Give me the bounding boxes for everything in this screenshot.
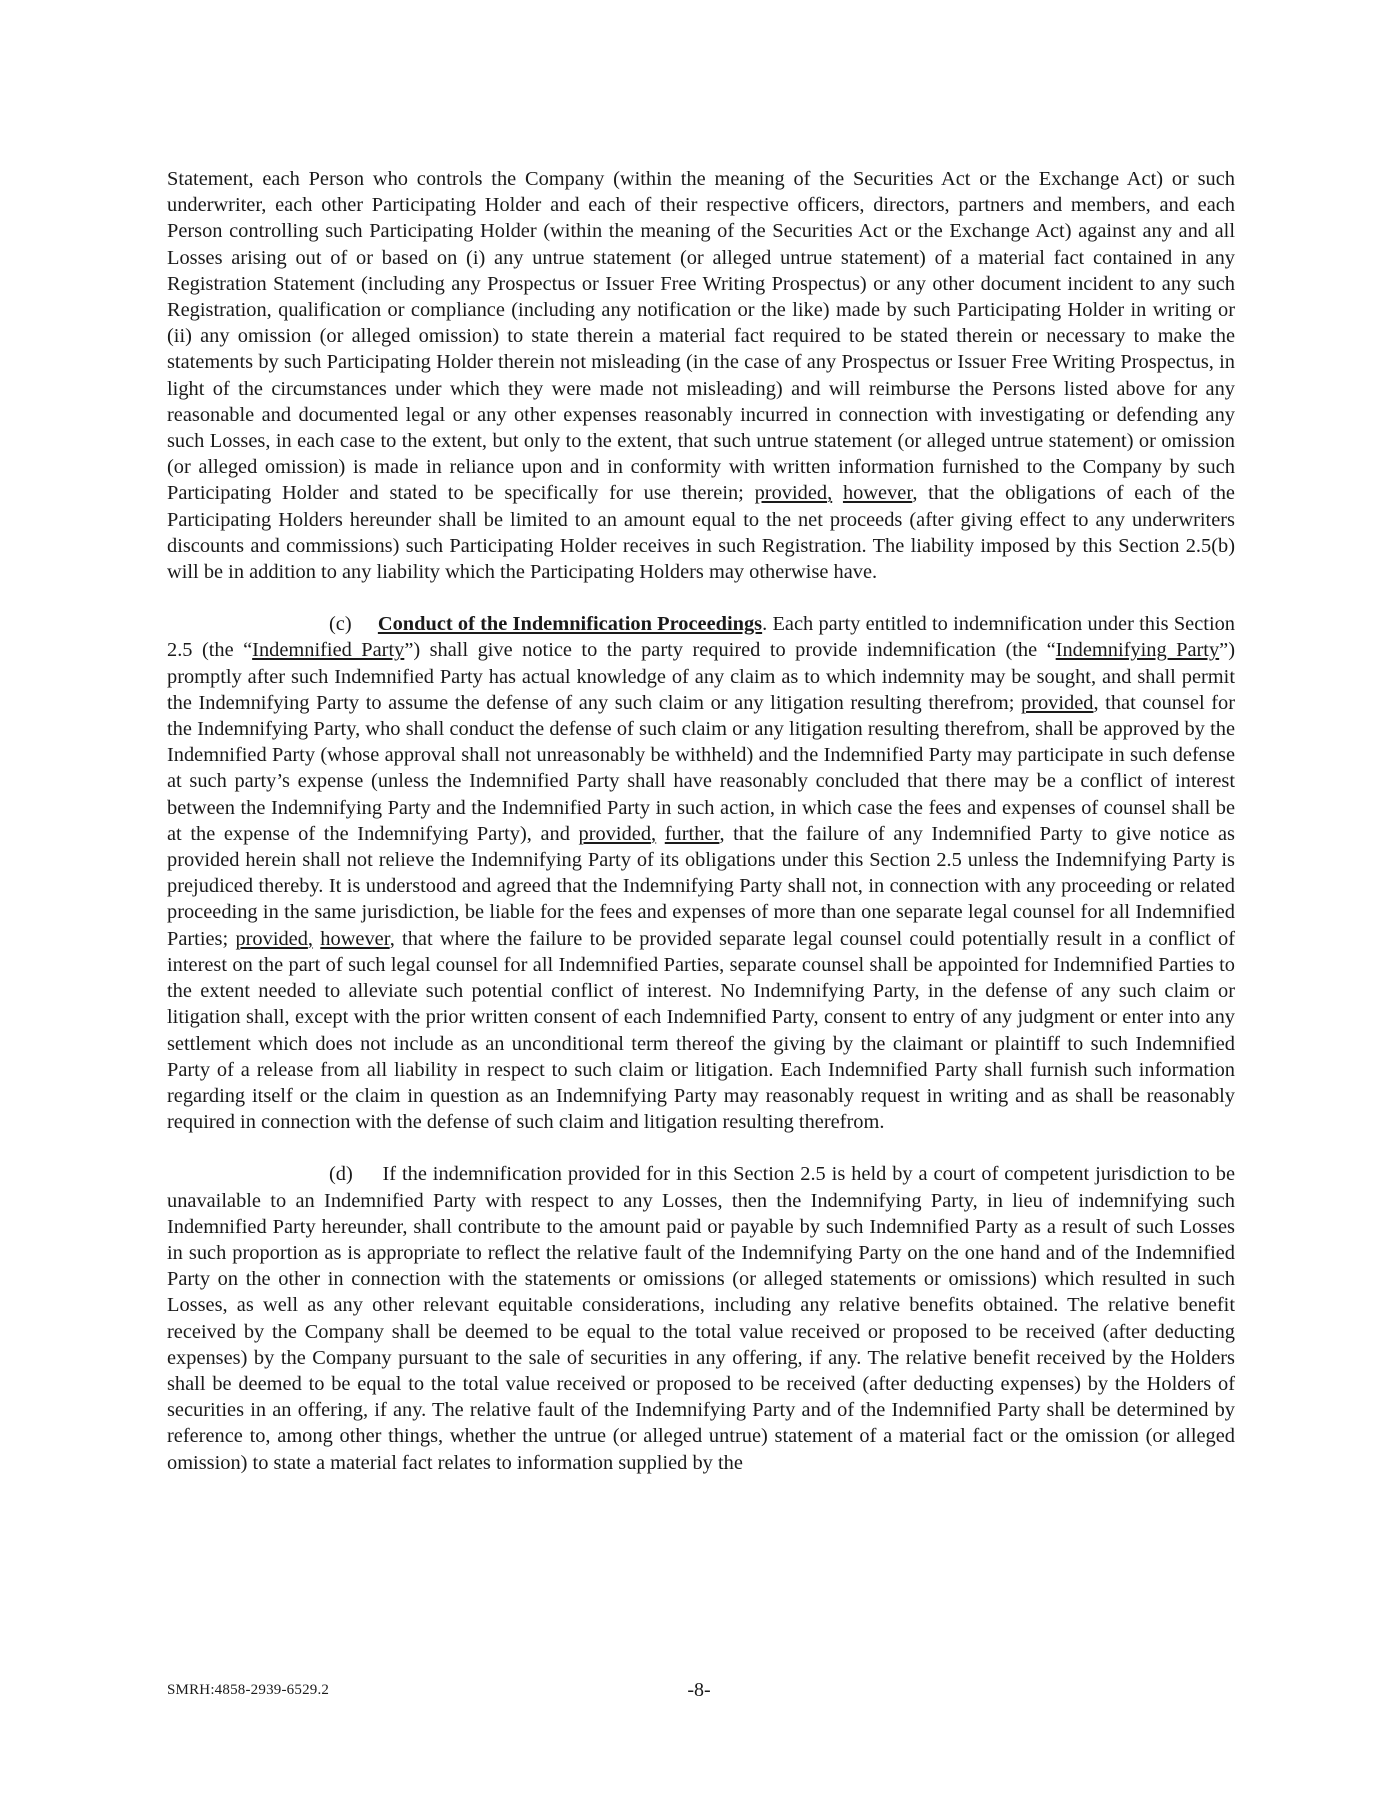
paragraph-c: (c) Conduct of the Indemnification Proceedings. Each party entitled to indemnification under this Section 2.5 (the “Indemnified Party”) shall give notice to the party required to provide indemnification (the “Indemnifying Party”) promptly after such Indemnified Party has actual knowledge of any claim as to which indemnity may be sought, and shall permit the Indemnifying Party to assume the defense of any such claim or any litigation resulting therefrom; provided, that counsel for the Indemnifying Party, who shall conduct the defense of such claim or any litigation resulting therefrom, shall be approved by the Indemnified Party (whose approval shall not unreasonably be withheld) and the Indemnified Party may participate in such defense at such party’s expense (unless the Indemnified Party shall have reasonably concluded that there may be a conflict of interest between the Indemnifying Party and the Indemnified Party in such action, in which case the fees and expenses of counsel shall be at the expense of the Indemnifying Party), and provided, further, that the failure of any Indemnified Party to give notice as provided herein shall not relieve the Indemnifying Party of its obligations under this Section 2.5 unless the Indemnifying Party is prejudiced thereby. It is understood and agreed that the Indemnifying Party shall not, in connection with any proceeding or related proceeding in the same jurisdiction, be liable for the fees and expenses of more than one separate legal counsel for all Indemnified Parties; provided, however, that where the failure to be provided separate legal counsel could potentially result in a conflict of interest on the part of such legal counsel for all Indemnified Parties, separate counsel shall be appointed for Indemnified Parties to the extent needed to alleviate such potential conflict of interest. No Indemnifying Party, in the defense of any such claim or litigation shall, except with the prior written consent of each Indemnified Party, consent to entry of any judgment or enter into any settlement which does not include as an unconditional term thereof the giving by the claimant or plaintiff to such Indemnified Party of a release from all liability in respect to such claim or litigation. Each Indemnified Party shall furnish such information regarding itself or the claim in question as an Indemnifying Party may reasonably request in writing and as shall be reasonably required in connection with the defense of such claim and litigation resulting therefrom. [167,613,1235,1134]
section-heading-conduct: Conduct of the Indemnification Proceedings [377,613,763,636]
document-body [167,166,1235,1476]
paragraph-b-continuation: Statement, each Person who controls the Company (within the meaning of the Securities Act or the Exchange Act) or such underwriter, each other Participating Holder and each of their respective officers, directors, partners and members, and each Person controlling such Participating Holder (within the meaning of the Securities Act or the Exchange Act) against any and all Losses arising out of or based on (i) any untrue statement (or alleged untrue statement) of a material fact contained in any Registration Statement (including any Prospectus or Issuer Free Writing Prospectus) or any other document incident to any such Registration, qualification or compliance (including any notification or the like) made by such Participating Holder in writing or (ii) any omission (or alleged omission) to state therein a material fact required to be stated therein or necessary to make the statements by such Participating Holder therein not misleading (in the case of any Prospectus or Issuer Free Writing Prospectus, in light of the circumstances under which they were made not misleading) and will reimburse the Persons listed above for any reasonable and documented legal or any other expenses reasonably incurred in connection with investigating or defending any such Losses, in each case to the extent, but only to the extent, that such untrue statement (or alleged untrue statement) or omission (or alleged omission) is made in reliance upon and in conformity with written information furnished to the Company by such Participating Holder and stated to be specifically for use therein; provided, however, that the obligations of each of the Participating Holders hereunder shall be limited to an amount equal to the net proceeds (after giving effect to any underwriters discounts and commissions) such Participating Holder receives in such Registration. The liability imposed by this Section 2.5(b) will be in addition to any liability which the Participating Holders may otherwise have. [167,168,1235,584]
however-term: however [842,482,913,505]
paragraph-d: (d) If the indemnification provided for in this Section 2.5 is held by a court of competent jurisdiction to be unavailable to an Indemnified Party with respect to any Losses, then the Indemnifying Party, in lieu of indemnifying such Indemnified Party hereunder, shall contribute to the amount paid or payable by such Indemnified Party as a result of such Losses in such proportion as is appropriate to reflect the relative fault of the Indemnifying Party on the one hand and of the Indemnified Party on the other in connection with the statements or omissions (or alleged statements or omissions) which resulted in such Losses, as well as any other relevant equitable considerations, including any relative benefits obtained. The relative benefit received by the Company shall be deemed to be equal to the total value received or proposed to be received (after deducting expenses) by the Company pursuant to the sale of securities in any offering, if any. The relative benefit received by the Holders shall be deemed to be equal to the total value received or proposed to be received (after deducting expenses) by the Holders of securities in an offering, if any. The relative fault of the Indemnifying Party and of the Indemnified Party shall be determined by reference to, among other things, whether the untrue (or alleged untrue) statement of a material fact or the omission (or alleged omission) to state a material fact relates to information supplied by the [167,1163,1235,1474]
further-term: further [664,822,720,845]
however-term: however [320,927,390,950]
paragraph-spacer [167,1135,1235,1161]
paragraph-c-label: (c) [329,613,352,636]
provided-term: provided [1021,691,1094,714]
document-id: SMRH:4858-2939-6529.2 [167,1682,330,1698]
page-number: -8- [687,1679,711,1701]
provided-term: provided [578,822,652,845]
defined-term-indemnified-party: Indemnified Party [252,639,405,662]
provided-term: provided [235,927,308,950]
provided-term: provided [754,482,828,505]
paragraph-spacer [167,585,1235,611]
paragraph-d-label: (d) [329,1163,353,1186]
defined-term-indemnifying-party: Indemnifying Party [1055,639,1220,662]
